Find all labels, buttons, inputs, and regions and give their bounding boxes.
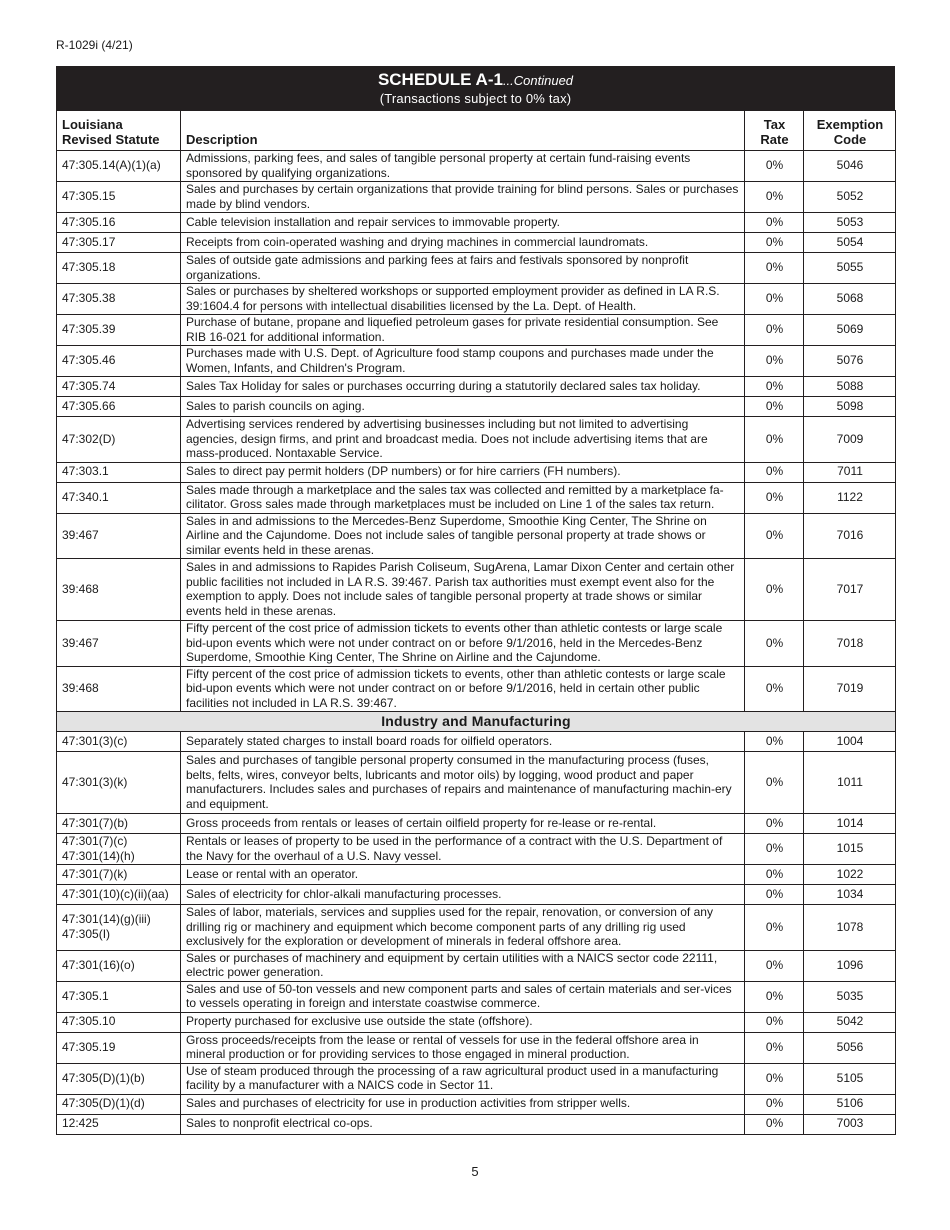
- table-row: [57, 346, 896, 377]
- tax-rate-cell: 0%: [745, 513, 804, 559]
- statute-cell: [57, 950, 181, 981]
- statute-cell: [57, 513, 181, 559]
- statute-text: 47:305.16: [62, 214, 116, 229]
- table-row: [57, 253, 896, 284]
- statute-cell: [57, 462, 181, 482]
- exemption-code-cell: 5035: [804, 981, 896, 1012]
- table-row: [57, 950, 896, 981]
- statute-cell: [57, 834, 181, 865]
- exemption-code-cell: 5106: [804, 1094, 896, 1114]
- statute-cell: [57, 315, 181, 346]
- description-cell: Rentals or leases of property to be used in the performance of a contract with the U.S. Department of the Navy for the overhaul of a U.S. Navy vessel.: [181, 834, 745, 865]
- description-cell: Receipts from coin-operated washing and drying machines in commercial laundromats.: [181, 233, 745, 253]
- exemption-code-cell: 7009: [804, 417, 896, 463]
- exemption-code-cell: 7019: [804, 666, 896, 712]
- description-cell: Cable television installation and repair services to immovable property.: [181, 213, 745, 233]
- statute-text: 47:301(10)(c)(ii)(aa): [62, 886, 169, 901]
- statute-cell: [57, 482, 181, 513]
- statute-text: 47:305.10: [62, 1014, 116, 1029]
- description-cell: Sales in and admissions to the Mercedes-Benz Superdome, Smoothie King Center, The Shrine on Airline and the Cajundome. Does not include sales of tangible personal property at trade shows or similar events held in these arenas.: [181, 513, 745, 559]
- statute-text: 47:305.17: [62, 234, 116, 249]
- tax-rate-cell: 0%: [745, 1012, 804, 1032]
- tax-rate-cell: 0%: [745, 346, 804, 377]
- statute-text: 47:305.14(A)(1)(a): [62, 158, 161, 173]
- table-header-row: [57, 111, 896, 151]
- tax-rate-cell: 0%: [745, 482, 804, 513]
- description-cell: Separately stated charges to install board roads for oilfield operators.: [181, 732, 745, 752]
- statute-cell: [57, 182, 181, 213]
- statute-text: 39:468: [62, 681, 99, 695]
- tax-rate-cell: 0%: [745, 284, 804, 315]
- schedule-a1: [56, 66, 895, 1135]
- tax-rate-cell: 0%: [745, 462, 804, 482]
- tax-rate-cell: 0%: [745, 950, 804, 981]
- statute-cell: [57, 865, 181, 885]
- tax-rate-cell: 0%: [745, 752, 804, 814]
- exemption-code-cell: 5076: [804, 346, 896, 377]
- table-row: [57, 462, 896, 482]
- statute-text: 47:301(16)(o): [62, 957, 135, 972]
- tax-rate-cell: 0%: [745, 1114, 804, 1134]
- table-row: [57, 482, 896, 513]
- statute-text: 39:467: [62, 528, 99, 542]
- statute-cell: [57, 559, 181, 621]
- table-row: [57, 885, 896, 905]
- statute-cell: [57, 905, 181, 951]
- description-cell: Sales to parish councils on aging.: [181, 397, 745, 417]
- exemption-code-cell: 5088: [804, 377, 896, 397]
- description-cell: Lease or rental with an operator.: [181, 865, 745, 885]
- statute-cell: [57, 1094, 181, 1114]
- table-row: [57, 233, 896, 253]
- page-number: 5: [471, 1164, 479, 1179]
- statute-cell: [57, 732, 181, 752]
- statute-text: 47:305.15: [62, 189, 116, 204]
- statute-text: 47:305(D)(1)(b): [62, 1070, 145, 1085]
- statute-text: 47:305.66: [62, 398, 116, 413]
- schedule-subtitle: (Transactions subject to 0% tax): [379, 91, 572, 106]
- statute-text: 39:467: [62, 635, 99, 650]
- tax-rate-cell: 0%: [745, 834, 804, 865]
- statute-text: 12:425: [62, 1116, 99, 1131]
- tax-rate-cell: 0%: [745, 981, 804, 1012]
- tax-rate-cell: 0%: [745, 885, 804, 905]
- statute-text: 47:305.1: [62, 988, 109, 1003]
- description-cell: Sales made through a marketplace and the sales tax was collected and remitted by a marketplace fa-cilitator. Gross sales made through marketplaces must be included on Line 1 of the sales tax return.: [181, 482, 745, 513]
- description-cell: Sales to nonprofit electrical co-ops.: [181, 1114, 745, 1134]
- statute-cell: [57, 213, 181, 233]
- description-cell: Sales in and admissions to Rapides Parish Coliseum, SugArena, Lamar Dixon Center and certain other public facilities not included in LA R.S. 39:467. Parish tax authorities must exempt event also for the exemption to apply. Does not include sales of tangible personal property at trade shows or similar events held in these arenas.: [181, 559, 745, 621]
- statute-cell: [57, 981, 181, 1012]
- section-title-industry: Industry and Manufacturing: [57, 712, 896, 732]
- table-row: [57, 213, 896, 233]
- exemption-code-cell: 1122: [804, 482, 896, 513]
- description-cell: Fifty percent of the cost price of admission tickets to events, other than athletic contests or large scale bid-upon events which were not under contract on or before 9/1/2016, held in certain other public facilities not included in LA R.S. 39:467.: [181, 666, 745, 712]
- table-row: [57, 397, 896, 417]
- exemption-code-cell: 1015: [804, 834, 896, 865]
- statute-cell: [57, 233, 181, 253]
- table-row: [57, 1114, 896, 1134]
- statute-text: 47:301(7)(b): [62, 815, 129, 830]
- description-cell: Sales or purchases of machinery and equipment by certain utilities with a NAICS sector code 22111, electric power generation.: [181, 950, 745, 981]
- statute-cell: [57, 621, 181, 667]
- exemption-code-cell: 1011: [804, 752, 896, 814]
- tax-rate-cell: 0%: [745, 233, 804, 253]
- table-row: [57, 834, 896, 865]
- table-row: [57, 315, 896, 346]
- general-rows: [57, 151, 896, 712]
- statute-cell: [57, 151, 181, 182]
- exemption-code-cell: 5056: [804, 1032, 896, 1063]
- statute-cell: [57, 885, 181, 905]
- description-cell: Purchases made with U.S. Dept. of Agriculture food stamp coupons and purchases made under the Women, Infants, and Children's Program.: [181, 346, 745, 377]
- tax-rate-cell: 0%: [745, 905, 804, 951]
- table-row: [57, 666, 896, 712]
- statute-cell: [57, 253, 181, 284]
- table-row: [57, 621, 896, 667]
- description-cell: Fifty percent of the cost price of admission tickets to events other than athletic contests or large scale bid-upon events which were not under contract on or before 9/1/2016, held in the Mercedes-Benz Superdome, Smoothie King Center, The Shrine on Airline and the Cajundome.: [181, 621, 745, 667]
- statute-cell: [57, 417, 181, 463]
- statute-text: 47:301(3)(k): [62, 774, 128, 789]
- tax-rate-cell: 0%: [745, 253, 804, 284]
- table-row: [57, 151, 896, 182]
- tax-rate-cell: 0%: [745, 1094, 804, 1114]
- statute-text-secondary: 47:305(I): [62, 926, 111, 941]
- exemption-code-cell: 5053: [804, 213, 896, 233]
- tax-rate-cell: 0%: [745, 814, 804, 834]
- statute-cell: [57, 752, 181, 814]
- table-row: [57, 1094, 896, 1114]
- table-row: [57, 182, 896, 213]
- tax-rate-cell: 0%: [745, 315, 804, 346]
- description-cell: Admissions, parking fees, and sales of tangible personal property at certain fund-raising events sponsored by qualifying organizations.: [181, 151, 745, 182]
- description-cell: Sales or purchases by sheltered workshops or supported employment provider as defined in LA R.S. 39:1604.4 for persons with intellectual disabilities licensed by the La. Dept. of Health.: [181, 284, 745, 315]
- col-header-description: Description: [181, 111, 745, 151]
- tax-rate-cell: 0%: [745, 732, 804, 752]
- exemption-code-cell: 5046: [804, 151, 896, 182]
- description-cell: Sales of outside gate admissions and parking fees at fairs and festivals sponsored by nonprofit organizations.: [181, 253, 745, 284]
- statute-text-secondary: 47:301(14)(h): [62, 848, 135, 863]
- exemption-code-cell: 7003: [804, 1114, 896, 1134]
- statute-cell: [57, 666, 181, 712]
- description-cell: Sales of electricity for chlor-alkali manufacturing processes.: [181, 885, 745, 905]
- description-cell: Sales of labor, materials, services and supplies used for the repair, renovation, or conversion of any drilling rig or machinery and equipment which become component parts of any drilling rig used exclusively for the exploration or development of minerals in federal offshore area.: [181, 905, 745, 951]
- exemption-code-cell: 5042: [804, 1012, 896, 1032]
- table-row: [57, 905, 896, 951]
- statute-cell: [57, 1063, 181, 1094]
- statute-cell: [57, 346, 181, 377]
- table-row: [57, 1063, 896, 1094]
- exemption-code-cell: 5098: [804, 397, 896, 417]
- description-cell: Sales to direct pay permit holders (DP numbers) or for hire carriers (FH numbers).: [181, 462, 745, 482]
- statute-text: 47:303.1: [62, 464, 109, 479]
- description-cell: Sales and purchases of tangible personal property consumed in the manufacturing process (fuses, belts, felts, wires, conveyor belts, lubricants and motor oils) by logging, wood product and paper manufacturers. Includes sales and purchases of repairs and maintenance of manufacturing machin-ery and equipment.: [181, 752, 745, 814]
- col-header-statute: Louisiana Revised Statute: [57, 111, 181, 151]
- table-row: [57, 865, 896, 885]
- exemption-code-cell: 5105: [804, 1063, 896, 1094]
- description-cell: Sales and use of 50-ton vessels and new component parts and sales of certain materials and ser-vices to vessels operating in foreign and interstate coastwise commerce.: [181, 981, 745, 1012]
- exemption-code-cell: 5055: [804, 253, 896, 284]
- statute-cell: [57, 284, 181, 315]
- statute-text: 47:305(D)(1)(d): [62, 1096, 145, 1111]
- statute-cell: [57, 1012, 181, 1032]
- tax-rate-cell: 0%: [745, 377, 804, 397]
- tax-rate-cell: 0%: [745, 865, 804, 885]
- description-cell: Gross proceeds from rentals or leases of certain oilfield property for re-lease or re-rental.: [181, 814, 745, 834]
- tax-rate-cell: 0%: [745, 1032, 804, 1063]
- statute-text: 47:301(7)(c): [62, 834, 128, 848]
- statute-text: 47:301(14)(g)(iii): [62, 912, 151, 927]
- exemption-code-cell: 1078: [804, 905, 896, 951]
- col-header-tax-rate: Tax Rate: [745, 111, 804, 151]
- description-cell: Gross proceeds/receipts from the lease or rental of vessels for use in the federal offshore area in mineral production or for providing services to those engaged in mineral production.: [181, 1032, 745, 1063]
- statute-text: 47:305.46: [62, 353, 116, 368]
- description-cell: Purchase of butane, propane and liquefied petroleum gases for private residential consumption. See RIB 16-021 for additional information.: [181, 315, 745, 346]
- description-cell: Sales Tax Holiday for sales or purchases occurring during a statutorily declared sales tax holiday.: [181, 377, 745, 397]
- statute-text: 47:305.19: [62, 1039, 116, 1054]
- schedule-title: [56, 70, 895, 91]
- schedule-header: [56, 66, 895, 110]
- table-row: [57, 559, 896, 621]
- tax-rate-cell: 0%: [745, 397, 804, 417]
- schedule-title-text: SCHEDULE A-1: [377, 70, 503, 89]
- schedule-continued: ...Continued: [502, 73, 574, 88]
- table-row: [57, 417, 896, 463]
- exemption-code-cell: 5069: [804, 315, 896, 346]
- statute-text: 47:340.1: [62, 489, 109, 504]
- tax-rate-cell: 0%: [745, 559, 804, 621]
- statute-text: 47:305.38: [62, 291, 116, 306]
- statute-text: 47:305.18: [62, 260, 116, 275]
- table-row: [57, 513, 896, 559]
- description-cell: Sales and purchases by certain organizations that provide training for blind persons. Sales or purchases made by blind vendors.: [181, 182, 745, 213]
- statute-cell: [57, 814, 181, 834]
- exemption-code-cell: 1004: [804, 732, 896, 752]
- table-row: [57, 752, 896, 814]
- statute-text: 47:302(D): [62, 431, 116, 446]
- statute-cell: [57, 397, 181, 417]
- description-cell: Sales and purchases of electricity for use in production activities from stripper wells.: [181, 1094, 745, 1114]
- exemption-code-cell: 7016: [804, 513, 896, 559]
- table-row: [57, 732, 896, 752]
- exemption-code-cell: 5052: [804, 182, 896, 213]
- exemption-code-cell: 7017: [804, 559, 896, 621]
- tax-rate-cell: 0%: [745, 1063, 804, 1094]
- statute-text: 47:301(7)(k): [62, 866, 128, 881]
- exemption-code-cell: 7011: [804, 462, 896, 482]
- exemption-code-cell: 1096: [804, 950, 896, 981]
- table-row: [57, 981, 896, 1012]
- exemption-table: [56, 110, 896, 1135]
- form-number: R-1029i (4/21): [56, 38, 133, 52]
- statute-text: 47:305.74: [62, 378, 116, 393]
- statute-text: 39:468: [62, 581, 99, 596]
- description-cell: Advertising services rendered by advertising businesses including but not limited to advertising agencies, design firms, and print and broadcast media. Does not include advertising items that are mass-produced. Nontaxable Service.: [181, 417, 745, 463]
- exemption-code-cell: 5054: [804, 233, 896, 253]
- table-row: [57, 814, 896, 834]
- description-cell: Property purchased for exclusive use outside the state (offshore).: [181, 1012, 745, 1032]
- table-row: [57, 1012, 896, 1032]
- statute-cell: [57, 377, 181, 397]
- tax-rate-cell: 0%: [745, 417, 804, 463]
- table-row: [57, 1032, 896, 1063]
- statute-text: 47:305.39: [62, 322, 116, 337]
- exemption-code-cell: 1014: [804, 814, 896, 834]
- tax-rate-cell: 0%: [745, 213, 804, 233]
- exemption-code-cell: 7018: [804, 621, 896, 667]
- col-header-exemption-code: Exemption Code: [804, 111, 896, 151]
- exemption-code-cell: 1022: [804, 865, 896, 885]
- tax-rate-cell: 0%: [745, 666, 804, 712]
- statute-cell: [57, 1114, 181, 1134]
- section-row-industry: [57, 712, 896, 732]
- statute-text: 47:301(3)(c): [62, 733, 128, 748]
- exemption-code-cell: 1034: [804, 885, 896, 905]
- table-row: [57, 377, 896, 397]
- description-cell: Use of steam produced through the processing of a raw agricultural product used in a manufacturing facility by a manufacturer with a NAICS code in Sector 11.: [181, 1063, 745, 1094]
- table-row: [57, 284, 896, 315]
- tax-rate-cell: 0%: [745, 151, 804, 182]
- tax-rate-cell: 0%: [745, 621, 804, 667]
- exemption-code-cell: 5068: [804, 284, 896, 315]
- tax-rate-cell: 0%: [745, 182, 804, 213]
- industry-rows: [57, 732, 896, 1135]
- statute-cell: [57, 1032, 181, 1063]
